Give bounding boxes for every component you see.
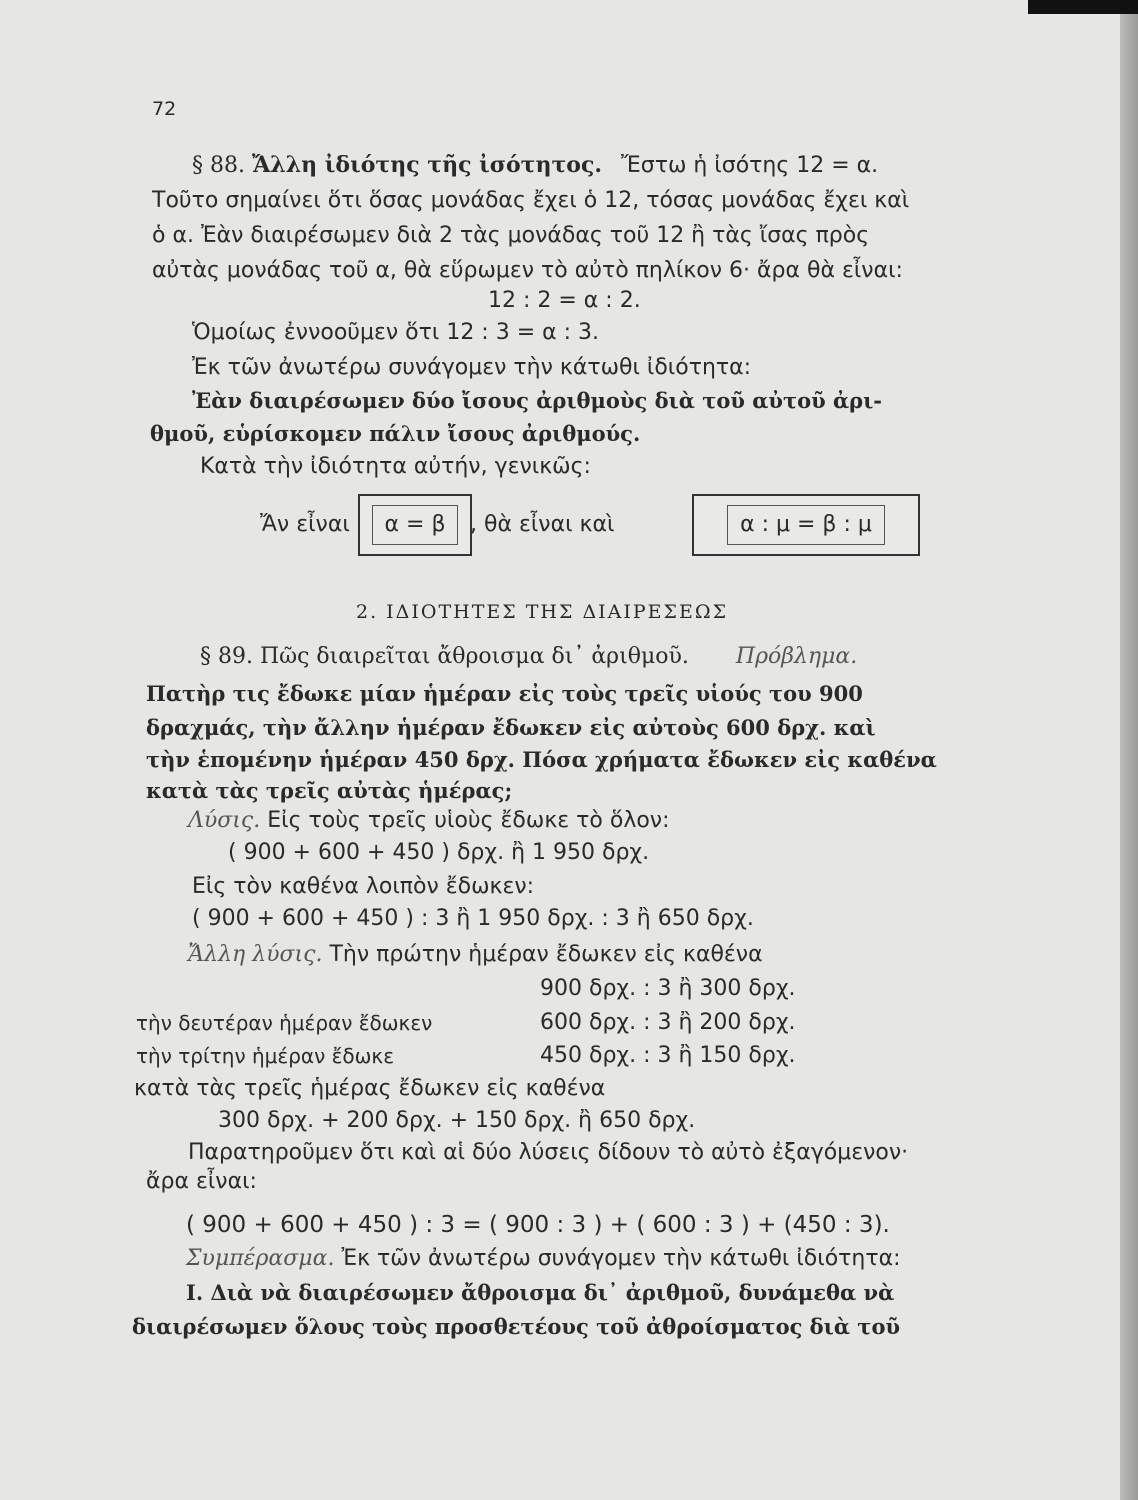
conclusion-line [186,1244,901,1274]
alt-line4: κατὰ τὰς τρεῖς ἡμέρας ἔδωκεν εἰς καθένα [134,1076,606,1101]
s89-heading-line [200,642,857,672]
s89-alt-line1 [188,940,763,970]
s88-number: § 88. [192,153,245,178]
s89-solution-line1 [188,806,670,836]
solution-text1: Εἰς τοὺς τρεῖς υἱοὺς ἔδωκε τὸ ὅλον: [267,808,670,833]
then-label: , θὰ εἶναι καὶ [470,512,615,537]
s88-heading-line [192,150,878,181]
s88-line1-rest: Ἔστω ἡ ἰσότης 12 = α. [621,153,879,178]
s89-problem-line4: κατὰ τὰς τρεῖς αὐτὰς ἡμέρας; [146,778,513,803]
page-edge [1120,0,1138,1500]
rule-line2: διαιρέσωμεν ὅλους τοὺς προσθετέους τοῦ ἀθροίσματος διὰ τοῦ [132,1314,901,1339]
s88-line3: ὁ α. Ἐὰν διαιρέσωμεν διὰ 2 τὰς μονάδας τοῦ 12 ἢ τὰς ἴσας πρὸς [152,223,870,248]
observation-line1: Παρατηροῦμεν ὅτι καὶ αἱ δύο λύσεις δίδουν τὸ αὐτὸ ἐξαγόμενον· [188,1140,909,1165]
formula-divide: α : μ = β : μ [727,505,885,545]
formula-box-equal [358,494,472,556]
conclusion-text: Ἐκ τῶν ἀνωτέρω συνάγομεν τὴν κάτωθι ἰδιότητα: [341,1246,901,1271]
formula-equal: α = β [372,505,459,545]
alt-label3: τὴν τρίτην ἡμέραν ἔδωκε [136,1044,395,1068]
alt-text1: Τὴν πρώτην ἡμέραν ἔδωκεν εἰς καθένα [329,942,763,967]
s88-line7: Κατὰ τὴν ἰδιότητα αὐτήν, γενικῶς: [200,454,591,479]
alt-calc3: 450 δρχ. : 3 ἢ 150 δρχ. [540,1043,796,1068]
s89-solution-line2: ( 900 + 600 + 450 ) δρχ. ἢ 1 950 δρχ. [228,840,650,865]
formula-box-divide [692,494,920,556]
alt-solution-label: Ἄλλη λύσις. [188,942,323,967]
s88-line5: Ὁμοίως ἐννοοῦμεν ὅτι 12 : 3 = α : 3. [192,320,600,345]
conclusion-label: Συμπέρασμα. [186,1246,335,1271]
s89-problem-line1: Πατὴρ τις ἔδωκε μίαν ἡμέραν εἰς τοὺς τρεῖς υἱούς του 900 [146,681,863,706]
s88-line6: Ἐκ τῶν ἀνωτέρω συνάγομεν τὴν κάτωθι ἰδιότητα: [192,355,752,380]
s89-title: Πῶς διαιρεῖται ἄθροισμα δι᾽ ἀριθμοῦ. [259,644,689,669]
s88-equation: 12 : 2 = α : 2. [488,288,641,313]
equation-distributive: ( 900 + 600 + 450 ) : 3 = ( 900 : 3 ) + ( 600 : 3 ) + (450 : 3). [186,1212,890,1238]
s89-solution-line3: Εἰς τὸν καθένα λοιπὸν ἔδωκεν: [192,874,535,899]
s88-rule-line2: θμοῦ, εὑρίσκομεν πάλιν ἴσους ἀριθμούς. [150,421,641,446]
s89-problem-label: Πρόβλημα. [735,644,858,669]
if-label: Ἄν εἶναι [260,512,350,537]
s88-title: Ἄλλη ἰδιότης τῆς ἰσότητος. [251,152,602,178]
s88-line2: Τοῦτο σημαίνει ὅτι ὅσας μονάδας ἔχει ὁ 12, τόσας μονάδας ἔχει καὶ [152,188,910,213]
rule-line1: Ι. Διὰ νὰ διαιρέσωμεν ἄθροισμα δι᾽ ἀριθμοῦ, δυνάμεθα νὰ [186,1280,895,1305]
page-number: 72 [152,98,177,120]
section-title: 2. ΙΔΙΟΤΗΤΕΣ ΤΗΣ ΔΙΑΙΡΕΣΕΩΣ [356,601,729,623]
alt-calc2: 600 δρχ. : 3 ἢ 200 δρχ. [540,1010,796,1035]
alt-calc1: 900 δρχ. : 3 ἢ 300 δρχ. [540,976,796,1001]
solution-label: Λύσις. [188,808,261,833]
s89-solution-line4: ( 900 + 600 + 450 ) : 3 ἢ 1 950 δρχ. : 3 ἢ 650 δρχ. [192,906,754,931]
s88-rule-line1: Ἐὰν διαιρέσωμεν δύο ἴσους ἀριθμοὺς διὰ τοῦ αὐτοῦ ἀρι- [192,388,882,413]
observation-line2: ἄρα εἶναι: [146,1169,257,1194]
s89-problem-line2: δραχμάς, τὴν ἄλλην ἡμέραν ἔδωκεν εἰς αὐτοὺς 600 δρχ. καὶ [146,715,876,740]
s89-problem-line3: τὴν ἑπομένην ἡμέραν 450 δρχ. Πόσα χρήματα ἔδωκεν εἰς καθένα [146,747,937,772]
alt-label2: τὴν δευτέραν ἡμέραν ἔδωκεν [136,1011,433,1035]
s88-line4: αὐτὰς μονάδας τοῦ α, θὰ εὕρωμεν τὸ αὐτὸ πηλίκον 6· ἄρα θὰ εἶναι: [152,258,903,283]
alt-line5: 300 δρχ. + 200 δρχ. + 150 δρχ. ἢ 650 δρχ. [218,1108,696,1133]
binding-strip [1028,0,1138,14]
s89-number: § 89. [200,644,253,669]
